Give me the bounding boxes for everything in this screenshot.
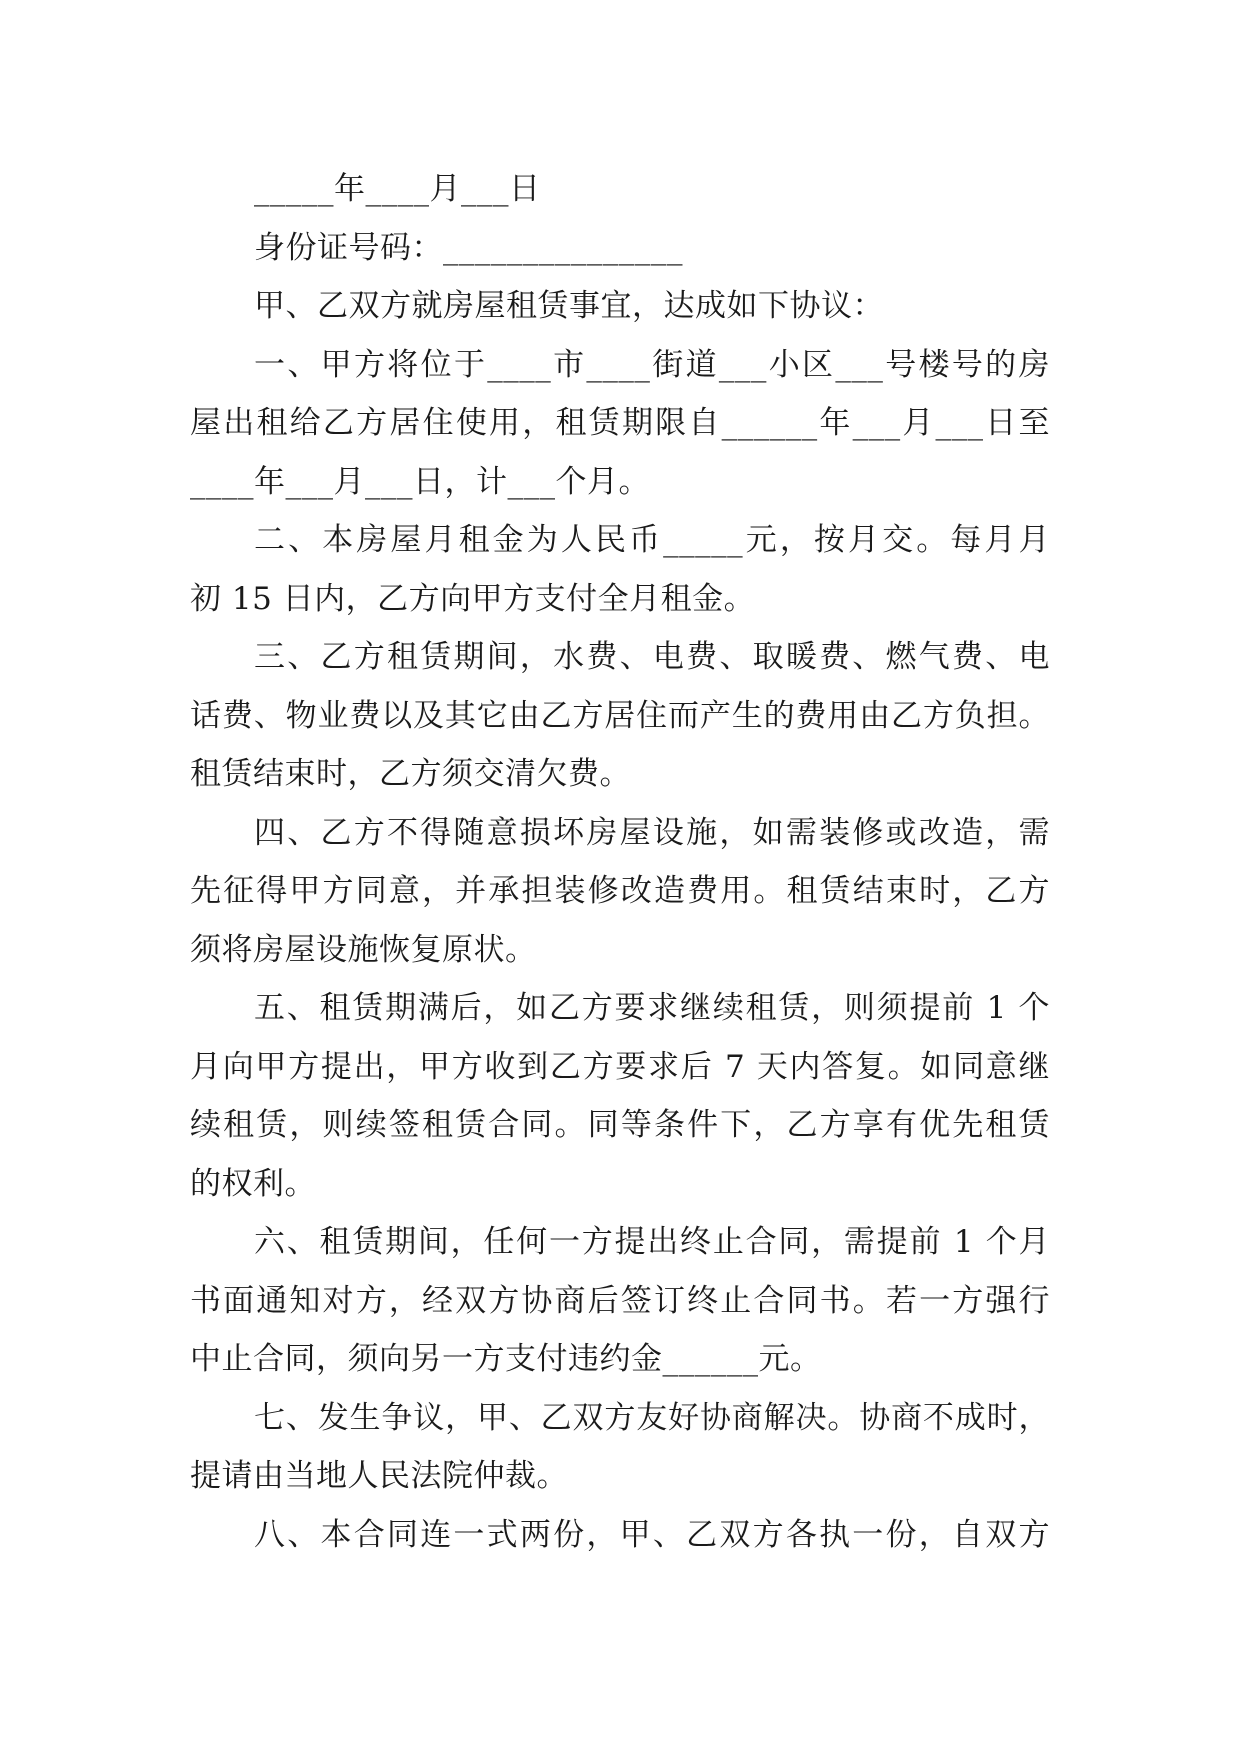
clause-1 xyxy=(190,336,1050,512)
clause-4-line-2: 先征得甲方同意，并承担装修改造费用。租赁结束时，乙方 xyxy=(190,873,1050,909)
agreement-intro: 甲、乙双方就房屋租赁事宜，达成如下协议： xyxy=(254,288,884,324)
clause-3-line-3: 租赁结束时，乙方须交清欠费。 xyxy=(190,756,631,792)
clause-3-line-2: 话费、物业费以及其它由乙方居住而产生的费用由乙方负担。 xyxy=(190,697,1050,734)
clause-3-line-1: 三、乙方租赁期间，水费、电费、取暖费、燃气费、电 xyxy=(254,639,1050,675)
clause-7-line-2: 提请由当地人民法院仲裁。 xyxy=(190,1458,568,1494)
clause-4 xyxy=(190,804,1050,980)
clause-7 xyxy=(190,1389,1050,1506)
clause-5-line-1: 五、租赁期满后，如乙方要求继续租赁，则须提前 1 个 xyxy=(254,990,1050,1026)
clause-4-line-1: 四、乙方不得随意损坏房屋设施，如需装修或改造，需 xyxy=(254,814,1050,851)
clause-8 xyxy=(190,1506,1050,1565)
clause-7-line-1: 七、发生争议，甲、乙双方友好协商解决。协商不成时， xyxy=(254,1399,1050,1436)
clause-5-line-4: 的权利。 xyxy=(190,1165,316,1202)
clause-8-line-1: 八、本合同连一式两份，甲、乙双方各执一份，自双方 xyxy=(254,1516,1050,1553)
clause-6-line-1: 六、租赁期间，任何一方提出终止合同，需提前 1 个月 xyxy=(254,1224,1050,1260)
clause-5-line-3: 续租赁，则续签租赁合同。同等条件下，乙方享有优先租赁 xyxy=(190,1107,1050,1143)
clause-1-line-1: 一、甲方将位于____市____街道___小区___号楼号的房 xyxy=(254,346,1050,383)
clause-2-line-1: 二、本房屋月租金为人民币_____元，按月交。每月月 xyxy=(254,522,1050,558)
id-number-line: 身份证号码：_______________ xyxy=(254,229,683,266)
date-line: _____年____月___日 xyxy=(254,171,541,207)
clause-5 xyxy=(190,979,1050,1213)
clause-5-line-2: 月向甲方提出，甲方收到乙方要求后 7 天内答复。如同意继 xyxy=(190,1048,1050,1085)
clause-3 xyxy=(190,628,1050,804)
clause-2 xyxy=(190,511,1050,628)
clause-4-line-3: 须将房屋设施恢复原状。 xyxy=(190,931,537,968)
clause-6-line-2: 书面通知对方，经双方协商后签订终止合同书。若一方强行 xyxy=(190,1282,1050,1319)
clause-1-line-2: 屋出租给乙方居住使用，租赁期限自______年___月___日至 xyxy=(190,405,1050,441)
clause-6 xyxy=(190,1213,1050,1389)
clause-6-line-3: 中止合同，须向另一方支付违约金______元。 xyxy=(190,1341,822,1377)
contract-body xyxy=(190,160,1050,1564)
clause-1-line-3: ____年___月___日，计___个月。 xyxy=(190,463,650,500)
clause-2-line-2: 初 15 日内，乙方向甲方支付全月租金。 xyxy=(190,580,756,617)
